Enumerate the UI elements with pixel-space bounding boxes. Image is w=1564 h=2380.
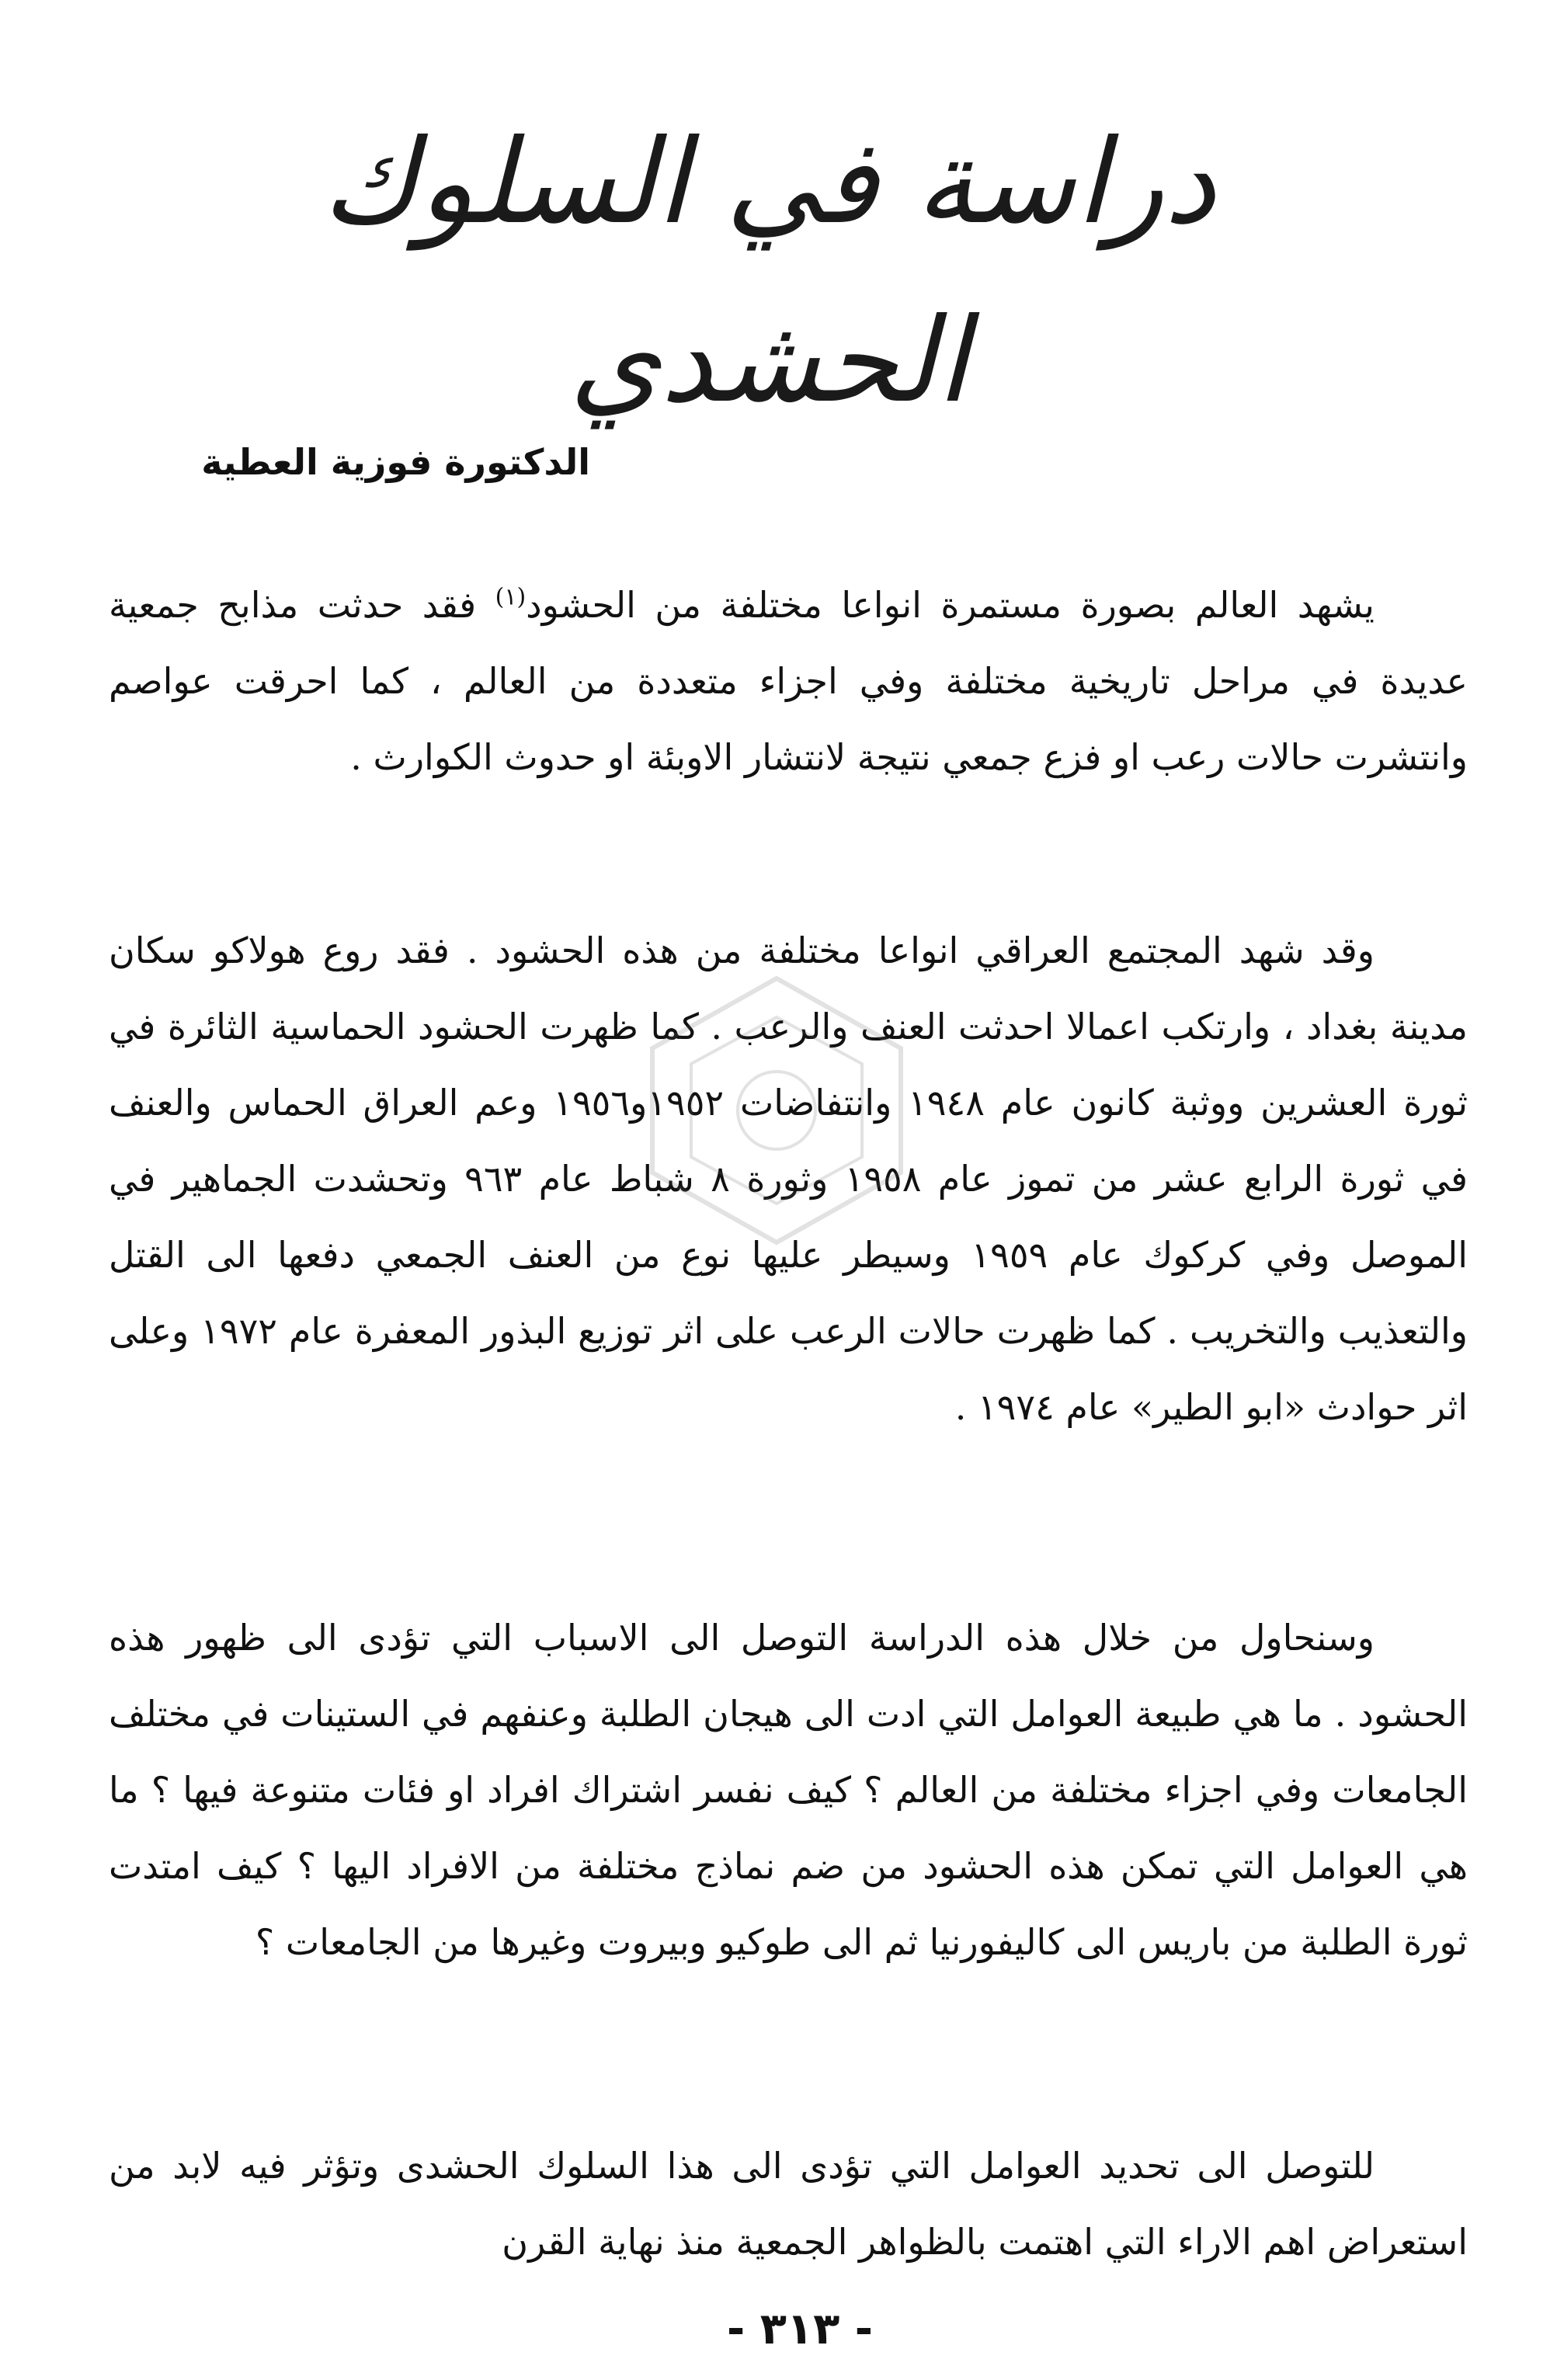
paragraph-text: وسنحاول من خلال هذه الدراسة التوصل الى الاسباب التي تؤدى الى ظهور هذه الحشود . ما هي طبيعة العوامل التي ادت الى هيجان الطلبة وعنفهم في الستينات في مختلف الجامعات وفي اجزاء مختلفة من العالم ؟ كيف نفسر اشتراك افراد او فئات متنوعة فيها ؟ ما هي العوامل التي تمكن هذه الحشود من ضم نماذج مختلفة من الافراد اليها ؟ كيف امتدت ثورة الطلبة من باريس الى كاليفورنيا ثم الى طوكيو وبيروت وغيرها من الجامعات ؟ — [109, 1617, 1468, 1963]
document-title: دراسة في السلوك الحشدي — [321, 115, 1216, 429]
paragraph-1 — [109, 567, 1468, 795]
paragraph-text: وقد شهد المجتمع العراقي انواعا مختلفة من هذه الحشود . فقد روع هولاكو سكان مدينة بغداد ، وارتكب اعمالا احدثت العنف والرعب . كما ظهرت الحشود الحماسية الثائرة في ثورة العشرين ووثبة كانون عام ١٩٤٨ وانتفاضات ١٩٥٢و١٩٥٦ وعم العراق الحماس والعنف في ثورة الرابع عشر من تموز عام ١٩٥٨ وثورة ٨ شباط عام ٩٦٣ وتحشدت الجماهير في الموصل وفي كركوك عام ١٩٥٩ وسيطر عليها نوع من العنف الجمعي دفعها الى القتل والتعذيب والتخريب . كما ظهرت حالات الرعب على اثر توزيع البذور المعفرة عام ١٩٧٢ وعلى اثر حوادث «ابو الطير» عام ١٩٧٤ . — [109, 929, 1468, 1428]
paragraph-text — [109, 567, 1468, 795]
paragraph-3 — [109, 1600, 1468, 1980]
paragraph-4 — [109, 2128, 1468, 2280]
page-number: - ٣١٣ - — [726, 2304, 874, 2354]
footnote-ref[interactable]: (١) — [495, 583, 527, 611]
watermark-seal-icon — [637, 971, 916, 1250]
paragraph-1-start: يشهد العالم بصورة مستمرة انواعا مختلفة من الحشود — [526, 584, 1375, 626]
paragraph-1-rest: فقد حدثت مذابح جمعية عديدة في مراحل تاريخية مختلفة وفي اجزاء متعددة من العالم ، كما احرقت عواصم وانتشرت حالات رعب او فزع جمعي نتيجة لانتشار الاوبئة او حدوث الكوارث . — [109, 584, 1468, 778]
paragraph-text: للتوصل الى تحديد العوامل التي تؤدى الى هذا السلوك الحشدى وتؤثر فيه لابد من استعراض اهم الاراء التي اهتمت بالظواهر الجمعية منذ نهاية القرن — [109, 2145, 1468, 2263]
author-name: الدكتورة فوزية العطية — [201, 441, 590, 483]
